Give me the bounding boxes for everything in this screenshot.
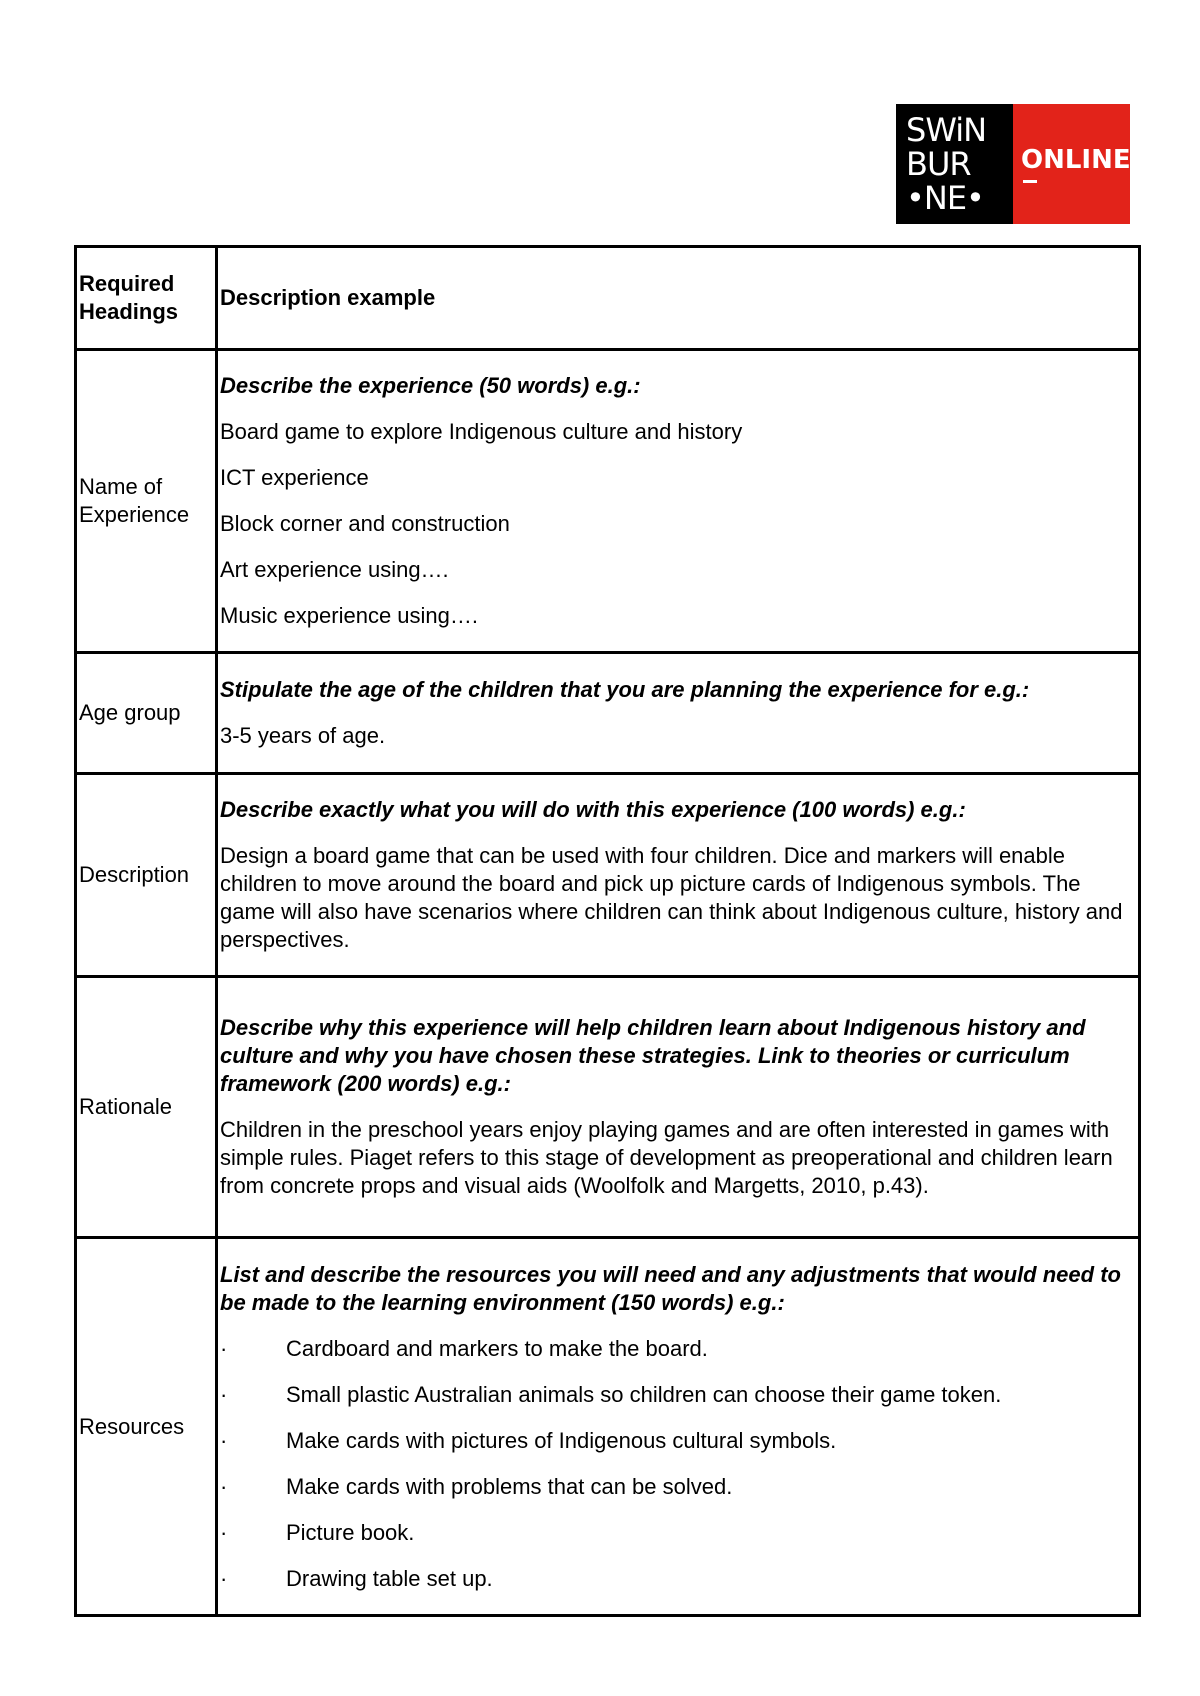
row-prompt: List and describe the resources you will need and any adjustments that would need to be made to the learning environment (150 words) e.g.:	[220, 1261, 1121, 1315]
row-heading: Age group	[76, 653, 217, 774]
bullet-item	[220, 1381, 1134, 1409]
experience-plan-table	[74, 245, 1141, 1617]
row-body-text: Children in the preschool years enjoy playing games and are often interested in games with simple rules. Piaget refers to this stage of development as preoperational and children learn from concrete props and visual aids (Woolfolk and Margetts, 2010, p.43).	[220, 1117, 1113, 1198]
logo-online-block	[1013, 104, 1130, 224]
list-item: Block corner and construction	[220, 511, 510, 536]
bullet-dot-icon: ·	[220, 1519, 228, 1545]
logo-online-text: ONLINE	[1021, 144, 1131, 175]
swinburne-online-logo	[896, 104, 1130, 224]
bullet-dot-icon: ·	[220, 1427, 228, 1453]
logo-dash	[1023, 180, 1037, 183]
row-description	[217, 774, 1140, 977]
logo-wordmark-block	[896, 104, 1013, 224]
logo-line-3: •NE•	[906, 179, 984, 217]
row-prompt: Describe why this experience will help children learn about Indigenous history and culture and why you have chosen these strategies. Link to theories or curriculum framework (200 words) e.g.:	[220, 1015, 1086, 1096]
row-prompt: Describe exactly what you will do with this experience (100 words) e.g.:	[220, 797, 966, 822]
bullet-item	[220, 1427, 1134, 1455]
bullet-text: Make cards with problems that can be solved.	[286, 1473, 733, 1499]
list-item: Music experience using….	[220, 603, 479, 628]
bullet-dot-icon: ·	[220, 1381, 228, 1407]
row-prompt: Stipulate the age of the children that you are planning the experience for e.g.:	[220, 677, 1030, 702]
bullet-item	[220, 1519, 1134, 1547]
row-description	[217, 977, 1140, 1238]
row-heading: Name of Experience	[76, 350, 217, 653]
bullet-dot-icon: ·	[220, 1565, 228, 1591]
row-heading: Rationale	[76, 977, 217, 1238]
row-prompt: Describe the experience (50 words) e.g.:	[220, 373, 641, 398]
bullet-dot-icon: ·	[220, 1473, 228, 1499]
row-heading: Resources	[76, 1238, 217, 1616]
bullet-item	[220, 1473, 1134, 1501]
table-row	[76, 977, 1140, 1238]
table-row	[76, 350, 1140, 653]
bullet-text: Drawing table set up.	[286, 1565, 493, 1591]
row-heading: Description	[76, 774, 217, 977]
table-header-row	[76, 247, 1140, 350]
header-required-headings: Required Headings	[76, 247, 217, 350]
bullet-dot-icon: ·	[220, 1335, 228, 1361]
logo-line-2: BUR	[906, 145, 971, 183]
table-row	[76, 653, 1140, 774]
bullet-text: Cardboard and markers to make the board.	[286, 1335, 708, 1361]
row-description	[217, 653, 1140, 774]
table-row	[76, 1238, 1140, 1616]
logo-line-1: SWiN	[906, 111, 987, 149]
bullet-text: Make cards with pictures of Indigenous cultural symbols.	[286, 1427, 837, 1453]
bullet-text: Picture book.	[286, 1519, 415, 1545]
list-item: Board game to explore Indigenous culture and history	[220, 419, 743, 444]
row-description	[217, 350, 1140, 653]
list-item: Art experience using….	[220, 557, 449, 582]
header-description-example: Description example	[217, 247, 1140, 350]
bullet-item	[220, 1335, 1134, 1363]
row-body-text: Design a board game that can be used with four children. Dice and markers will enable children to move around the board and pick up picture cards of Indigenous symbols. The game will also have scenarios where children can think about Indigenous culture, history and perspectives.	[220, 843, 1123, 952]
list-item: 3-5 years of age.	[220, 723, 386, 748]
row-description	[217, 1238, 1140, 1616]
bullet-text: Small plastic Australian animals so children can choose their game token.	[286, 1381, 1002, 1407]
list-item: ICT experience	[220, 465, 369, 490]
bullet-item	[220, 1565, 1134, 1593]
table-row	[76, 774, 1140, 977]
